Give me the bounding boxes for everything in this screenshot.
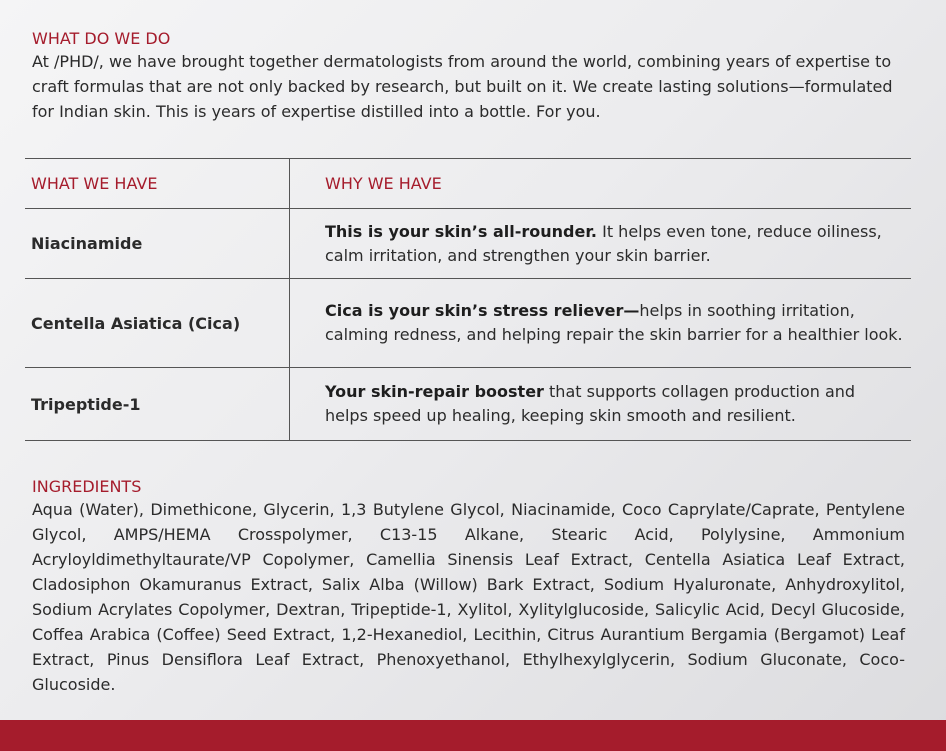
ingredient-name: Centella Asiatica (Cica) [25,279,290,367]
table-header-row [25,159,911,209]
benefit-description: It helps even tone, reduce oiliness, calm irritation, and strengthen your skin barrier. [325,221,882,265]
benefit-highlight: Cica is your skin’s stress reliever— [325,301,640,320]
ingredient-benefits-table [25,158,911,441]
benefit-highlight: This is your skin’s all-rounder. [325,221,598,241]
ingredient-name: Niacinamide [25,209,290,278]
ingredient-name: Tripeptide-1 [25,368,290,440]
header-what-we-have: WHAT WE HAVE [25,159,290,208]
table-row [25,368,911,441]
ingredients-list: Aqua (Water), Dimethicone, Glycerin, 1,3 Butylene Glycol, Niacinamide, Coco Caprylate/Caprate, Pentylene Glycol, AMPS/HEMA Crosspolymer, C13-15 Alkane, Stearic Acid, Polylysine, Ammonium Acryloyldimethyltaurate/VP Copolymer, Camellia Sinensis Leaf Extract, Centella Asiatica Leaf Extract, Cladosiphon Okamuranus Extract, Salix Alba (Willow) Bark Extract, Sodium Hyaluronate, Anhydroxylitol, Sodium Acrylates Copolymer, Dextran, Tripeptide-1, Xylitol, Xylitylglucoside, Salicylic Acid, Decyl Glucoside, Coffea Arabica (Coffee) Seed Extract, 1,2-Hexanediol, Lecithin, Citrus Aurantium Bergamia (Bergamot) Leaf Extract, Pinus Densiflora Leaf Extract, Phenoxyethanol, Ethylhexylglycerin, Sodium Gluconate, Coco-Glucoside. [32,500,905,694]
about-title: WHAT DO WE DO [32,29,171,48]
ingredient-benefit [290,368,911,440]
footer-accent-bar [0,720,946,751]
benefit-highlight: Your skin-repair booster [325,382,544,401]
benefit-description: helps in soothing irritation, calming redness, and helping repair the skin barrier for a healthier look. [325,301,903,344]
about-text: At /PHD/, we have brought together dermatologists from around the world, combining years of expertise to craft formulas that are not only backed by research, but built on it. We create lasting solutions—formulated for Indian skin. This is years of expertise distilled into a bottle. For you. [32,52,893,121]
benefit-description: that supports collagen production and helps speed up healing, keeping skin smooth and resilient. [325,382,856,425]
about-section [32,29,912,124]
ingredients-section [32,477,905,697]
table-row [25,279,911,368]
ingredient-benefit [290,209,911,278]
ingredients-title: INGREDIENTS [32,477,142,496]
table-row [25,209,911,279]
header-why-we-have: WHY WE HAVE [325,173,442,193]
ingredient-benefit [290,279,911,367]
